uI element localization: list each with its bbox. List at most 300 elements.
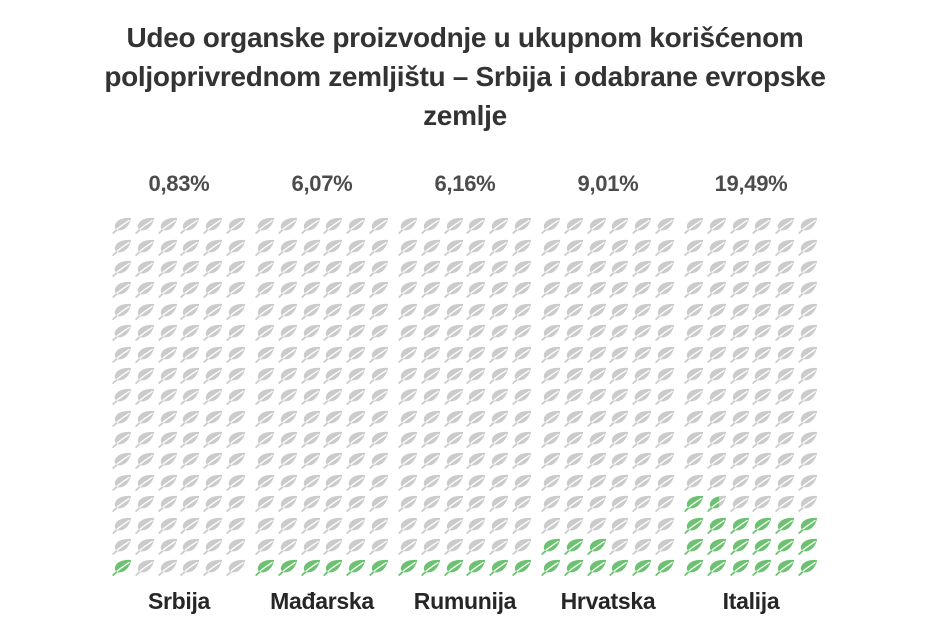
leaf-icon	[398, 303, 418, 320]
leaf-cell	[322, 279, 345, 300]
leaf-icon	[655, 559, 675, 576]
leaf-cell	[563, 301, 586, 322]
leaf-icon	[541, 367, 561, 384]
leaf-cell	[345, 493, 368, 514]
leaf-icon	[444, 431, 464, 448]
leaf-icon	[798, 431, 818, 448]
leaf-cell	[631, 472, 654, 493]
leaf-icon	[278, 346, 298, 363]
leaf-icon	[301, 495, 321, 512]
leaf-cell	[706, 408, 729, 429]
leaf-icon	[730, 452, 750, 469]
leaf-cell	[796, 450, 819, 471]
leaf-icon	[707, 388, 727, 405]
leaf-icon	[369, 495, 389, 512]
leaf-cell	[254, 258, 277, 279]
leaf-icon	[466, 239, 486, 256]
leaf-icon	[112, 260, 132, 277]
leaf-icon	[226, 217, 246, 234]
leaf-icon	[180, 410, 200, 427]
leaf-cell	[322, 258, 345, 279]
leaf-icon	[609, 260, 629, 277]
leaf-icon	[421, 431, 441, 448]
leaf-cell	[683, 301, 706, 322]
leaf-icon	[158, 324, 178, 341]
leaf-icon	[512, 431, 532, 448]
leaf-icon	[421, 367, 441, 384]
leaf-cell	[254, 450, 277, 471]
leaf-icon	[564, 388, 584, 405]
leaf-cell	[224, 472, 247, 493]
leaf-icon	[323, 474, 343, 491]
leaf-icon	[775, 324, 795, 341]
leaf-cell	[465, 301, 488, 322]
leaf-cell	[277, 450, 300, 471]
leaf-cell	[510, 450, 533, 471]
leaf-cell	[706, 514, 729, 535]
leaf-icon	[180, 388, 200, 405]
leaf-icon	[655, 495, 675, 512]
leaf-cell	[345, 450, 368, 471]
leaf-icon	[752, 260, 772, 277]
country-column-rumunija	[397, 171, 533, 615]
leaf-icon	[369, 452, 389, 469]
leaf-cell	[179, 301, 202, 322]
leaf-icon	[421, 260, 441, 277]
leaf-icon	[203, 260, 223, 277]
leaf-cell	[540, 450, 563, 471]
leaf-icon	[255, 346, 275, 363]
leaf-cell	[277, 322, 300, 343]
leaf-cell	[397, 279, 420, 300]
leaf-icon	[158, 303, 178, 320]
leaf-icon	[255, 324, 275, 341]
leaf-icon	[226, 559, 246, 576]
leaf-cell	[254, 536, 277, 557]
leaf-cell	[111, 472, 134, 493]
leaf-icon	[466, 281, 486, 298]
leaf-icon	[301, 239, 321, 256]
leaf-cell	[277, 236, 300, 257]
leaf-icon	[226, 281, 246, 298]
leaf-icon	[203, 559, 223, 576]
leaf-cell	[202, 258, 225, 279]
leaf-icon	[707, 239, 727, 256]
leaf-icon	[775, 452, 795, 469]
leaf-cell	[796, 429, 819, 450]
leaf-icon	[512, 559, 532, 576]
leaf-icon	[255, 495, 275, 512]
leaf-icon	[278, 388, 298, 405]
leaf-icon	[564, 517, 584, 534]
leaf-cell	[488, 386, 511, 407]
leaf-icon	[444, 559, 464, 576]
leaf-cell	[488, 450, 511, 471]
leaf-icon	[798, 217, 818, 234]
leaf-icon	[323, 239, 343, 256]
leaf-icon	[323, 431, 343, 448]
leaf-cell	[683, 536, 706, 557]
leaf-cell	[653, 301, 676, 322]
leaf-cell	[728, 215, 751, 236]
leaf-cell	[728, 279, 751, 300]
leaf-cell	[322, 365, 345, 386]
leaf-icon	[655, 388, 675, 405]
leaf-cell	[796, 514, 819, 535]
leaf-icon	[655, 324, 675, 341]
leaf-cell	[563, 215, 586, 236]
leaf-icon	[564, 217, 584, 234]
leaf-cell	[585, 493, 608, 514]
leaf-icon	[278, 217, 298, 234]
leaf-icon	[226, 346, 246, 363]
category-label: Rumunija	[413, 587, 517, 614]
leaf-cell	[397, 557, 420, 578]
leaf-cell	[322, 215, 345, 236]
leaf-cell	[134, 301, 157, 322]
leaf-icon	[489, 517, 509, 534]
leaf-icon	[489, 324, 509, 341]
leaf-icon	[369, 324, 389, 341]
leaf-cell	[774, 408, 797, 429]
leaf-icon	[512, 410, 532, 427]
leaf-icon	[632, 388, 652, 405]
leaf-cell	[322, 450, 345, 471]
leaf-cell	[299, 215, 322, 236]
leaf-cell	[465, 215, 488, 236]
leaf-cell	[156, 343, 179, 364]
leaf-cell	[367, 493, 390, 514]
leaf-icon	[730, 517, 750, 534]
leaf-icon	[587, 239, 607, 256]
leaf-cell	[488, 258, 511, 279]
leaf-icon	[564, 367, 584, 384]
leaf-cell	[774, 279, 797, 300]
leaf-icon	[203, 324, 223, 341]
leaf-cell	[367, 386, 390, 407]
leaf-icon	[609, 495, 629, 512]
leaf-cell	[254, 408, 277, 429]
leaf-icon	[489, 452, 509, 469]
leaf-icon	[587, 474, 607, 491]
leaf-icon	[707, 495, 727, 512]
leaf-icon	[775, 410, 795, 427]
leaf-icon	[301, 281, 321, 298]
leaf-icon	[421, 388, 441, 405]
leaf-cell	[796, 279, 819, 300]
leaf-icon	[226, 388, 246, 405]
leaf-cell	[631, 343, 654, 364]
leaf-icon	[346, 388, 366, 405]
leaf-icon	[255, 538, 275, 555]
leaf-cell	[563, 493, 586, 514]
leaf-icon	[752, 517, 772, 534]
leaf-icon	[203, 410, 223, 427]
leaf-cell	[277, 258, 300, 279]
leaf-icon	[444, 410, 464, 427]
leaf-icon	[609, 388, 629, 405]
leaf-cell	[367, 557, 390, 578]
leaf-icon	[684, 367, 704, 384]
leaf-icon	[684, 217, 704, 234]
leaf-icon	[684, 495, 704, 512]
leaf-cell	[465, 536, 488, 557]
leaf-icon	[346, 217, 366, 234]
leaf-icon	[346, 410, 366, 427]
leaf-icon	[798, 239, 818, 256]
leaf-icon	[112, 495, 132, 512]
value-label: 6,16%	[434, 171, 496, 196]
leaf-cell	[156, 408, 179, 429]
leaf-cell	[631, 514, 654, 535]
leaf-icon	[135, 559, 155, 576]
leaf-cell	[134, 557, 157, 578]
leaf-cell	[224, 322, 247, 343]
leaf-icon	[112, 474, 132, 491]
leaf-icon	[323, 367, 343, 384]
leaf-icon	[609, 281, 629, 298]
leaf-icon	[466, 474, 486, 491]
leaf-cell	[299, 557, 322, 578]
leaf-cell	[751, 429, 774, 450]
leaf-cell	[134, 472, 157, 493]
leaf-icon	[707, 260, 727, 277]
leaf-icon	[466, 517, 486, 534]
leaf-cell	[706, 236, 729, 257]
leaf-cell	[397, 215, 420, 236]
leaf-cell	[728, 343, 751, 364]
leaf-icon	[369, 217, 389, 234]
leaf-cell	[345, 343, 368, 364]
leaf-cell	[134, 258, 157, 279]
leaf-icon	[489, 303, 509, 320]
leaf-cell	[345, 236, 368, 257]
leaf-cell	[488, 279, 511, 300]
leaf-cell	[608, 343, 631, 364]
leaf-cell	[465, 408, 488, 429]
leaf-cell	[653, 450, 676, 471]
leaf-icon	[369, 303, 389, 320]
leaf-icon	[112, 217, 132, 234]
leaf-cell	[608, 386, 631, 407]
leaf-icon	[564, 495, 584, 512]
leaf-cell	[442, 258, 465, 279]
leaf-icon	[587, 431, 607, 448]
leaf-icon	[255, 452, 275, 469]
leaf-icon	[323, 452, 343, 469]
leaf-icon	[541, 452, 561, 469]
leaf-icon	[655, 281, 675, 298]
leaf-cell	[111, 236, 134, 257]
leaf-cell	[774, 258, 797, 279]
leaf-cell	[345, 536, 368, 557]
leaf-cell	[277, 557, 300, 578]
leaf-icon	[255, 388, 275, 405]
leaf-cell	[224, 450, 247, 471]
leaf-cell	[179, 472, 202, 493]
leaf-icon	[489, 431, 509, 448]
leaf-cell	[751, 408, 774, 429]
leaf-cell	[608, 493, 631, 514]
leaf-icon	[278, 303, 298, 320]
leaf-icon	[798, 474, 818, 491]
leaf-icon	[752, 346, 772, 363]
leaf-cell	[322, 429, 345, 450]
leaf-icon	[730, 559, 750, 576]
leaf-icon	[609, 324, 629, 341]
leaf-cell	[796, 215, 819, 236]
leaf-cell	[488, 536, 511, 557]
leaf-cell	[608, 301, 631, 322]
leaf-cell	[563, 472, 586, 493]
leaf-icon	[798, 260, 818, 277]
leaf-cell	[728, 493, 751, 514]
leaf-cell	[179, 258, 202, 279]
leaf-cell	[442, 343, 465, 364]
leaf-cell	[563, 514, 586, 535]
leaf-cell	[510, 386, 533, 407]
leaf-icon	[466, 324, 486, 341]
leaf-cell	[254, 343, 277, 364]
leaf-icon	[466, 388, 486, 405]
leaf-cell	[563, 557, 586, 578]
leaf-cell	[254, 472, 277, 493]
leaf-cell	[397, 301, 420, 322]
leaf-icon	[512, 517, 532, 534]
leaf-cell	[706, 322, 729, 343]
leaf-cell	[608, 215, 631, 236]
leaf-icon	[489, 217, 509, 234]
leaf-icon	[135, 474, 155, 491]
leaf-icon	[655, 346, 675, 363]
leaf-cell	[156, 236, 179, 257]
leaf-cell	[796, 322, 819, 343]
leaf-cell	[224, 386, 247, 407]
leaf-icon	[278, 324, 298, 341]
leaf-icon	[466, 260, 486, 277]
leaf-cell	[442, 472, 465, 493]
leaf-icon	[512, 260, 532, 277]
leaf-icon	[684, 517, 704, 534]
leaf-icon	[798, 452, 818, 469]
leaf-icon	[564, 346, 584, 363]
leaf-icon	[775, 431, 795, 448]
leaf-cell	[202, 343, 225, 364]
leaf-cell	[224, 365, 247, 386]
leaf-icon	[512, 346, 532, 363]
leaf-icon	[180, 559, 200, 576]
leaf-icon	[752, 303, 772, 320]
leaf-cell	[653, 536, 676, 557]
leaf-icon	[798, 346, 818, 363]
leaf-icon	[398, 281, 418, 298]
leaf-icon	[158, 495, 178, 512]
leaf-cell	[653, 408, 676, 429]
leaf-cell	[706, 536, 729, 557]
leaf-icon	[203, 538, 223, 555]
leaf-icon	[730, 388, 750, 405]
leaf-icon	[226, 410, 246, 427]
leaf-icon	[655, 431, 675, 448]
leaf-cell	[277, 365, 300, 386]
leaf-cell	[796, 301, 819, 322]
leaf-icon	[632, 367, 652, 384]
leaf-cell	[728, 429, 751, 450]
leaf-cell	[367, 258, 390, 279]
leaf-cell	[397, 536, 420, 557]
leaf-icon	[730, 495, 750, 512]
leaf-cell	[156, 365, 179, 386]
leaf-icon	[684, 260, 704, 277]
leaf-cell	[111, 343, 134, 364]
leaf-cell	[488, 215, 511, 236]
leaf-icon	[444, 239, 464, 256]
leaf-cell	[224, 536, 247, 557]
leaf-icon	[541, 559, 561, 576]
leaf-icon	[112, 346, 132, 363]
leaf-icon	[609, 346, 629, 363]
leaf-icon	[655, 517, 675, 534]
leaf-icon	[512, 303, 532, 320]
leaf-cell	[683, 450, 706, 471]
leaf-icon	[609, 367, 629, 384]
leaf-icon	[775, 517, 795, 534]
leaf-cell	[202, 365, 225, 386]
leaf-icon	[609, 410, 629, 427]
leaf-cell	[345, 514, 368, 535]
leaf-cell	[465, 493, 488, 514]
leaf-icon	[278, 495, 298, 512]
leaf-icon	[421, 452, 441, 469]
leaf-cell	[631, 450, 654, 471]
chart-title-line-2: poljoprivrednom zemljištu – Srbija i odabrane evropske	[104, 61, 826, 92]
leaf-icon	[203, 452, 223, 469]
leaf-cell	[322, 557, 345, 578]
leaf-cell	[420, 215, 443, 236]
leaf-cell	[683, 386, 706, 407]
leaf-icon	[301, 452, 321, 469]
leaf-cell	[277, 279, 300, 300]
leaf-icon	[444, 260, 464, 277]
leaf-icon	[632, 260, 652, 277]
leaf-grid	[254, 215, 390, 579]
leaf-cell	[608, 514, 631, 535]
leaf-icon	[512, 538, 532, 555]
leaf-cell	[254, 279, 277, 300]
leaf-icon	[346, 367, 366, 384]
leaf-icon	[707, 217, 727, 234]
leaf-cell	[179, 236, 202, 257]
leaf-cell	[299, 536, 322, 557]
leaf-cell	[156, 301, 179, 322]
leaf-icon	[730, 303, 750, 320]
leaf-icon	[752, 410, 772, 427]
leaf-cell	[653, 386, 676, 407]
leaf-cell	[322, 493, 345, 514]
leaf-icon	[421, 303, 441, 320]
leaf-cell	[631, 279, 654, 300]
leaf-cell	[608, 536, 631, 557]
leaf-cell	[224, 493, 247, 514]
leaf-icon	[444, 517, 464, 534]
leaf-icon	[489, 538, 509, 555]
leaf-icon	[707, 346, 727, 363]
leaf-icon	[752, 431, 772, 448]
leaf-cell	[420, 536, 443, 557]
leaf-icon	[564, 431, 584, 448]
leaf-cell	[156, 557, 179, 578]
leaf-cell	[156, 536, 179, 557]
